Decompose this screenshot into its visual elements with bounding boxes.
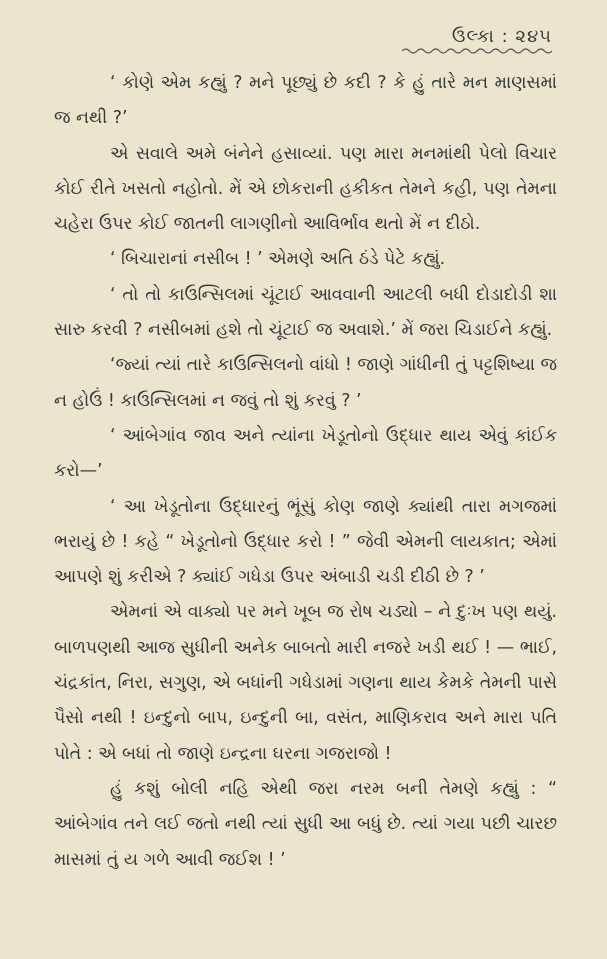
- running-head: ઉલ્કા : ૨૪૫: [451, 26, 552, 47]
- paragraph-6: ‘ આંબેગાંવ જાવ અને ત્યાંના ખેડૂતોનો ઉદ્ધાર થાય એવું કાંઈક કરો—’: [54, 425, 557, 482]
- body-text: [54, 66, 557, 878]
- header-wave-ornament: [402, 47, 552, 55]
- paragraph-2: એ સવાલે અમે બંનેને હસાવ્યાં. પણ મારા મનમાંથી પેલો વિચાર કોઈ રીતે ખસતો નહોતો. મેં એ છોકરાની હકીકત તેમને કહી, પણ તેમના ચહેરા ઉપર કોઈ જાતની લાગણીનો આવિર્ભાવ થતો મેં ન દીઠો.: [54, 143, 557, 235]
- paragraph-8: એમનાં એ વાક્યો પર મને ખૂબ જ રોષ ચડ્યો – ને દુઃખ પણ થયું. બાળપણથી આજ સુધીની અનેક બાબતો મારી નજરે ખડી થઈ ! — ભાઈ, ચંદ્રકાંત, નિરા, સગુણ, એ બધાંની ગધેડામાં ગણના થાય કેમકે તેમની પાસે પૈસો નથી ! ઇન્દુનો બાપ, ઇન્દુની બા, વસંત, માણિકરાવ અને મારા પતિ પોતે : એ બધાં તો જાણે ઇન્દ્રના ઘરના ગજરાજો !: [54, 602, 557, 764]
- paragraph-5: ‘જ્યાં ત્યાં તારે કાઉન્સિલનો વાંધો ! જાણે ગાંધીની તું પટ્ટશિષ્યા જ ન હોઉં ! કાઉન્સિલમાં ન જવું તો શું કરવું ? ’: [54, 355, 557, 411]
- paragraph-9: હું કશું બોલી નહિ એથી જરા નરમ બની તેમણે કહ્યું : “ આંબેગાંવ તને લઈ જતો નથી ત્યાં સુધી આ બધું છે. ત્યાં ગયા પછી ચારછ માસમાં તું ય ગળે આવી જઈશ ! ’: [54, 778, 557, 870]
- paragraph-1: ‘ કોણે એમ કહ્યું ? મને પૂછ્યું છે કદી ? કે હું તારે મન માણસમાં જ નથી ?’: [54, 73, 557, 129]
- page-header: [402, 26, 552, 55]
- paragraph-4: ‘ તો તો કાઉન્સિલમાં ચૂંટાઈ આવવાની આટલી બધી દોડાદોડી શા સારુ કરવી ? નસીબમાં હશે તો ચૂંટાઈ જ અવાશે.’ મેં જરા ચિડાઈને કહ્યું.: [54, 284, 557, 341]
- paragraph-3: ‘ બિચારાનાં નસીબ ! ’ એમણે અતિ ઠંડે પેટે કહ્યું.: [110, 249, 446, 270]
- paragraph-7: ‘ આ ખેડૂતોના ઉદ્ધારનું ભૂંસું કોણ જાણે ક્યાંથી તારા મગજમાં ભરાયું છે ! કહે “ ખેડૂતોનો ઉદ્ધાર કરો ! ” જેવી એમની લાયકાત; એમાં આપણે શું કરીએ ? ક્યાંઈ ગધેડા ઉપર અંબાડી ચડી દીઠી છે ? ’: [54, 496, 557, 588]
